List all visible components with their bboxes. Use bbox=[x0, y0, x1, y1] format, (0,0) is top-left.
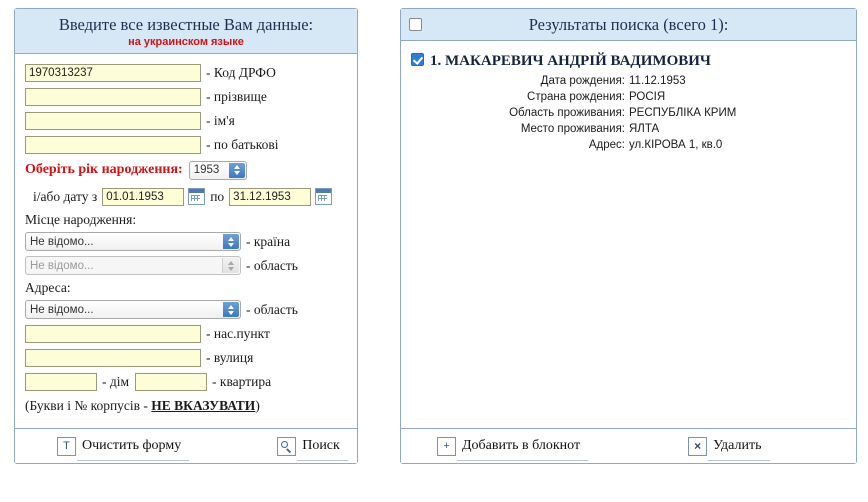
settlement-label: - нас.пункт bbox=[206, 325, 270, 341]
calendar-icon-to[interactable] bbox=[315, 188, 332, 205]
street-label: - вулиця bbox=[206, 349, 254, 365]
result-field-birthcountry bbox=[411, 90, 846, 104]
result-field-key: Страна рождения: bbox=[527, 91, 625, 103]
divider bbox=[457, 460, 588, 461]
delete-label: Удалить bbox=[713, 438, 762, 453]
address-region-value: Не відомо... bbox=[30, 303, 94, 316]
result-field-key: Область проживания: bbox=[509, 107, 625, 119]
search-button[interactable] bbox=[273, 437, 344, 456]
surname-input[interactable] bbox=[25, 88, 201, 106]
address-section-label: Адреса: bbox=[25, 280, 71, 295]
date-range-prefix: і/або дату з bbox=[33, 188, 98, 204]
street-input[interactable] bbox=[25, 349, 201, 367]
date-range-middle: по bbox=[210, 188, 225, 204]
birth-region-label: - область bbox=[246, 257, 298, 273]
surname-label: - прізвище bbox=[206, 88, 267, 104]
field-row-surname bbox=[25, 86, 347, 107]
corpus-note bbox=[25, 398, 347, 414]
result-field-place bbox=[411, 122, 846, 136]
result-field-value: 11.12.1953 bbox=[629, 75, 686, 87]
result-field-value: ЯЛТА bbox=[629, 123, 660, 135]
clear-form-button[interactable] bbox=[53, 437, 185, 456]
result-field-birthdate bbox=[411, 74, 846, 88]
result-field-value: РОСІЯ bbox=[629, 91, 666, 103]
address-region-select[interactable] bbox=[25, 300, 241, 319]
results-panel bbox=[400, 8, 857, 464]
field-row-firstname bbox=[25, 110, 347, 131]
result-field-address bbox=[411, 138, 846, 152]
field-row-street bbox=[25, 347, 347, 368]
birth-year-label: Оберіть рік народження: bbox=[25, 162, 183, 177]
drfo-code-input[interactable] bbox=[25, 64, 201, 82]
divider bbox=[708, 460, 769, 461]
birthplace-section-label: Місце народження: bbox=[25, 212, 137, 227]
birth-country-label: - країна bbox=[246, 233, 291, 249]
birth-country-select[interactable] bbox=[25, 232, 241, 251]
text-cursor-icon: T bbox=[57, 437, 76, 456]
field-row-birth-country bbox=[25, 231, 347, 252]
birth-year-select[interactable] bbox=[189, 161, 247, 180]
results-header bbox=[401, 9, 856, 41]
results-footer bbox=[401, 428, 856, 463]
birth-year-value: 1953 bbox=[193, 164, 220, 176]
list-item[interactable] bbox=[411, 53, 846, 70]
firstname-label: - ім'я bbox=[206, 112, 235, 128]
field-row-address-region bbox=[25, 299, 347, 320]
date-to-input[interactable] bbox=[229, 188, 311, 206]
form-header bbox=[15, 9, 357, 54]
field-row-birth-region bbox=[25, 255, 347, 276]
drfo-code-label: - Код ДРФО bbox=[206, 64, 276, 80]
result-field-key: Дата рождения: bbox=[540, 75, 625, 87]
search-label: Поиск bbox=[302, 438, 340, 453]
plus-icon: + bbox=[437, 437, 456, 456]
result-details bbox=[411, 74, 846, 152]
field-row-patronymic bbox=[25, 134, 347, 155]
field-row-date-range bbox=[25, 185, 347, 208]
firstname-input[interactable] bbox=[25, 112, 201, 130]
result-field-key: Адрес: bbox=[588, 139, 625, 151]
flat-label: - квартира bbox=[212, 373, 272, 389]
field-row-settlement bbox=[25, 323, 347, 344]
chevron-updown-icon bbox=[223, 234, 239, 249]
chevron-updown-icon bbox=[229, 163, 245, 178]
search-form-panel bbox=[14, 8, 358, 464]
add-to-notepad-label: Добавить в блокнот bbox=[462, 438, 581, 453]
divider bbox=[297, 460, 348, 461]
house-input[interactable] bbox=[25, 373, 97, 391]
form-subtitle: на украинском языке bbox=[128, 36, 244, 48]
corpus-note-strong: НЕ ВКАЗУВАТИ bbox=[151, 398, 256, 413]
address-region-label: - область bbox=[246, 301, 298, 317]
birth-region-select[interactable] bbox=[25, 256, 241, 275]
house-label: - дім bbox=[102, 373, 130, 389]
field-row-birth-year bbox=[25, 158, 347, 182]
delete-button[interactable] bbox=[684, 437, 765, 456]
field-row-drfo bbox=[25, 62, 347, 83]
select-all-checkbox[interactable] bbox=[409, 18, 422, 31]
clear-form-label: Очистить форму bbox=[82, 438, 182, 453]
flat-input[interactable] bbox=[135, 373, 207, 391]
calendar-icon-from[interactable] bbox=[188, 188, 205, 205]
result-checkbox[interactable] bbox=[411, 53, 424, 66]
result-field-key: Место проживания: bbox=[520, 123, 625, 135]
corpus-note-before: (Букви і № корпусів - bbox=[25, 398, 152, 413]
birth-country-value: Не відомо... bbox=[30, 235, 94, 248]
patronymic-input[interactable] bbox=[25, 136, 201, 154]
form-footer bbox=[15, 428, 357, 463]
form-body bbox=[15, 54, 357, 414]
chevron-updown-icon bbox=[223, 302, 239, 317]
chevron-updown-icon bbox=[222, 258, 239, 273]
results-list bbox=[401, 41, 856, 429]
result-field-region bbox=[411, 106, 846, 120]
divider bbox=[77, 460, 189, 461]
results-title: Результаты поиска (всего 1): bbox=[528, 15, 729, 34]
result-field-value: ул.КІРОВА 1, кв.0 bbox=[629, 139, 723, 151]
corpus-note-after: ) bbox=[255, 398, 260, 413]
add-to-notepad-button[interactable] bbox=[433, 437, 584, 456]
result-field-value: РЕСПУБЛІКА КРИМ bbox=[629, 107, 737, 119]
search-icon bbox=[277, 437, 296, 456]
patronymic-label: - по батькові bbox=[206, 136, 279, 152]
field-row-house-flat bbox=[25, 371, 347, 392]
result-title: 1. МАКАРЕВИЧ АНДРІЙ ВАДИМОВИЧ bbox=[430, 53, 711, 69]
form-title: Введите все известные Вам данные: bbox=[58, 15, 314, 34]
close-icon: × bbox=[688, 437, 707, 456]
birth-region-value: Не відомо... bbox=[30, 259, 94, 272]
date-from-input[interactable] bbox=[102, 188, 184, 206]
settlement-input[interactable] bbox=[25, 325, 201, 343]
